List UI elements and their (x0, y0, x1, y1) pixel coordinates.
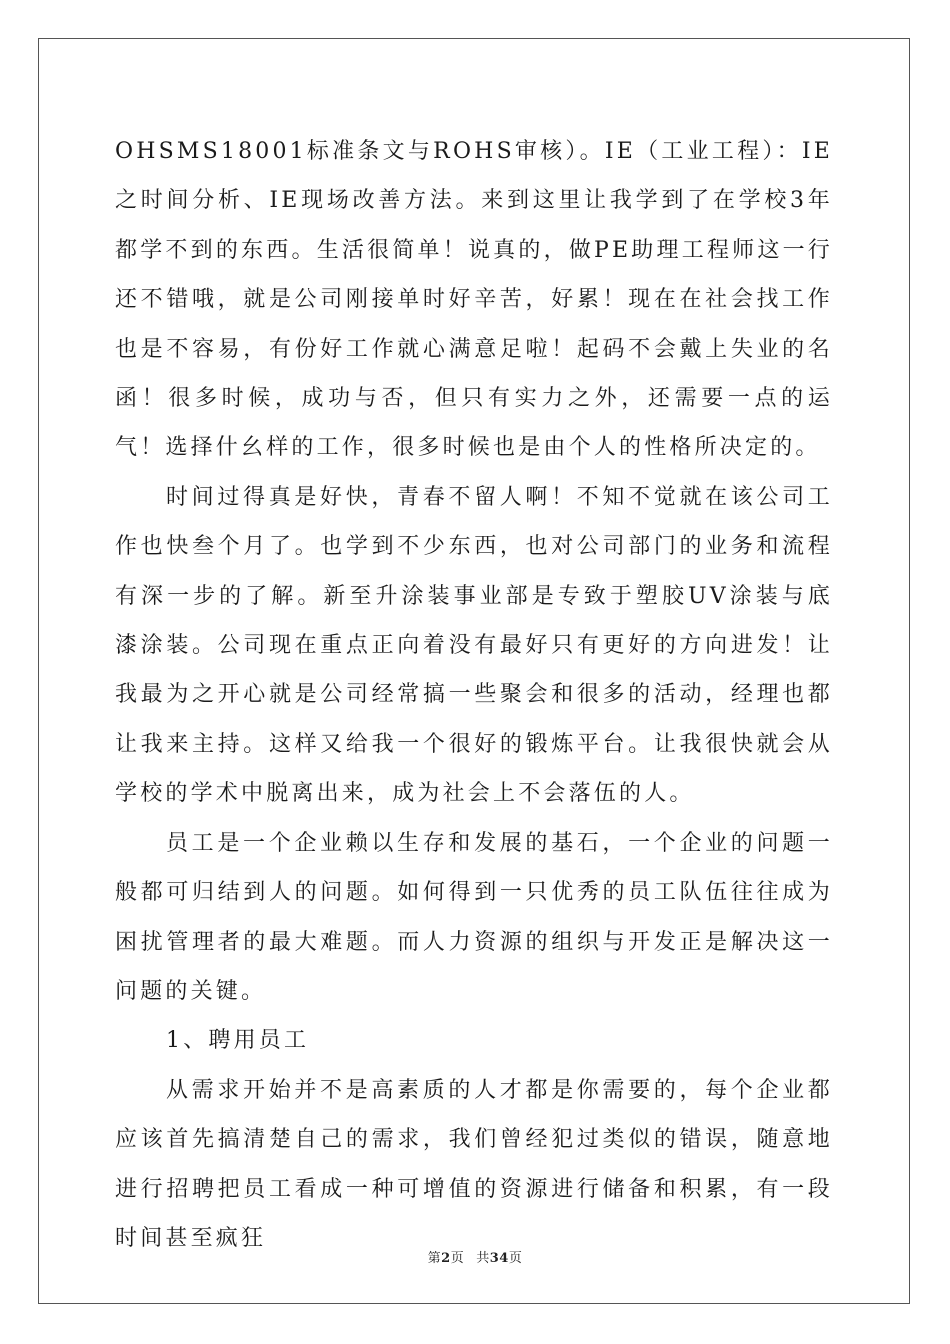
paragraph-1: OHSMS18001标准条文与ROHS审核）。IE（工业工程）：IE之时间分析、IE现场改善方法。来到这里让我学到了在学校3年都学不到的东西。生活很简单！说真的，做PE助理工程师这一行还不错哦，就是公司刚接单时好辛苦，好累！现在在社会找工作也是不容易，有份好工作就心满意足啦！起码不会戴上失业的名函！很多时候，成功与否，但只有实力之外，还需要一点的运气！选择什幺样的工作，很多时候也是由个人的性格所决定的。 (115, 139, 833, 461)
paragraph-4: 从需求开始并不是高素质的人才都是你需要的，每个企业都应该首先搞清楚自己的需求，我们曾经犯过类似的错误，随意地进行招聘把员工看成一种可增值的资源进行储备和积累，有一段时间甚至疯狂 (115, 1077, 833, 1251)
document-body (115, 127, 833, 1263)
page-number: 2 (441, 1251, 451, 1266)
paragraph-2: 时间过得真是好快，青春不留人啊！不知不觉就在该公司工作也快叁个月了。也学到不少东西，也对公司部门的业务和流程有深一步的了解。新至升涂装事业部是专致于塑胶UV涂装与底漆涂装。公司现在重点正向着没有最好只有更好的方向进发！让我最为之开心就是公司经常搞一些聚会和很多的活动，经理也都让我来主持。这样又给我一个很好的锻炼平台。让我很快就会从学校的学术中脱离出来，成为社会上不会落伍的人。 (115, 484, 833, 807)
page-suffix: 页 (450, 1251, 465, 1266)
total-prefix: 共 (476, 1251, 490, 1266)
page-footer (0, 1247, 950, 1266)
total-pages: 34 (489, 1251, 509, 1266)
total-suffix: 页 (508, 1251, 523, 1266)
section-heading-hiring: 1、聘用员工 (166, 1028, 310, 1054)
page-prefix: 第 (427, 1251, 442, 1266)
paragraph-3: 员工是一个企业赖以生存和发展的基石，一个企业的问题一般都可归结到人的问题。如何得到一只优秀的员工队伍往往成为困扰管理者的最大难题。而人力资源的组织与开发正是解决这一问题的关键。 (115, 830, 833, 1004)
